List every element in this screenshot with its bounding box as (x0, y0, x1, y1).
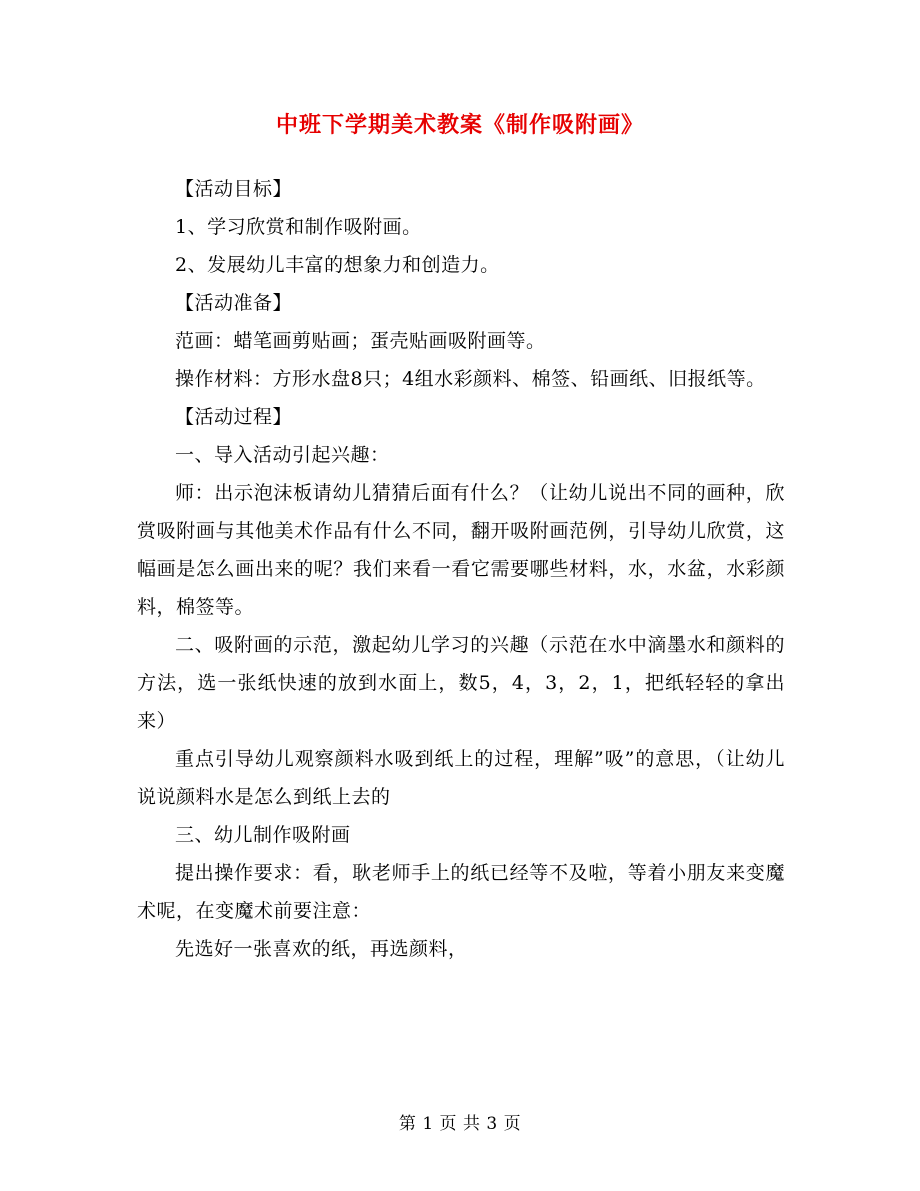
goal-item-1: 1、学习欣赏和制作吸附画。 (175, 216, 422, 238)
goal-item-2: 2、发展幼儿丰富的想象力和创造力。 (175, 254, 500, 276)
process-step-1: 一、导入活动引起兴趣： (175, 444, 390, 466)
process-step-3-instruction: 先选好一张喜欢的纸，再选颜料， (175, 938, 468, 960)
page-number-footer: 第 1 页 共 3 页 (398, 1114, 522, 1134)
heading-activity-preparation: 【活动准备】 (175, 292, 293, 314)
process-step-2-detail: 重点引导幼儿观察颜料水吸到纸上的过程，理解”吸”的意思，（让幼儿说说颜料水是怎么到纸上去的 (137, 748, 785, 808)
process-step-3-requirements: 提出操作要求：看，耿老师手上的纸已经等不及啦，等着小朋友来变魔术呢，在变魔术前要注意： (137, 862, 785, 922)
heading-activity-process: 【活动过程】 (175, 406, 293, 428)
preparation-sample-paintings: 范画：蜡笔画剪贴画；蛋壳贴画吸附画等。 (175, 330, 546, 352)
process-step-2: 二、吸附画的示范，激起幼儿学习的兴趣（示范在水中滴墨水和颜料的方法，选一张纸快速的放到水面上，数5，4，3，2，1，把纸轻轻的拿出来） (137, 634, 785, 732)
document-body (137, 170, 785, 968)
page-title: 中班下学期美术教案《制作吸附画》 (275, 112, 644, 138)
heading-activity-goals: 【活动目标】 (175, 178, 293, 200)
process-step-1-detail: 师：出示泡沫板请幼儿猜猜后面有什么？（让幼儿说出不同的画种，欣赏吸附画与其他美术作品有什么不同，翻开吸附画范例，引导幼儿欣赏，这幅画是怎么画出来的呢？我们来看一看它需要哪些材料，水，水盆，水彩颜料，棉签等。 (137, 482, 785, 618)
preparation-materials: 操作材料：方形水盘8只；4组水彩颜料、棉签、铅画纸、旧报纸等。 (175, 368, 766, 390)
process-step-3: 三、幼儿制作吸附画 (175, 824, 351, 846)
